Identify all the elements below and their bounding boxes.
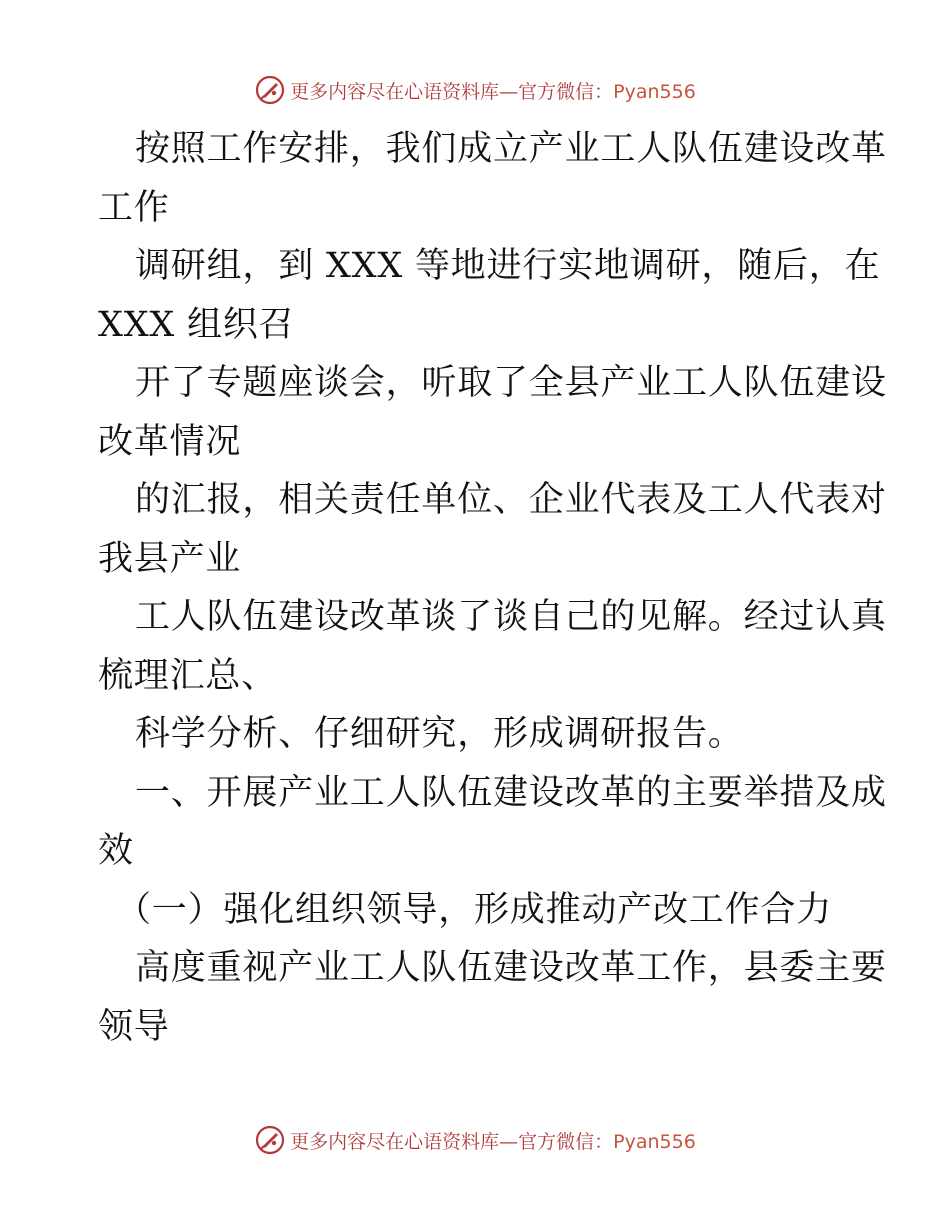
watermark-footer [0,1120,950,1160]
paragraph-line: 高度重视产业工人队伍建设改革工作，县委主要 [135,948,887,988]
watermark-wechat-id: Pyan556 [613,80,696,103]
paragraph-line: 工作 [98,187,170,228]
paragraph-line: 开了专题座谈会，听取了全县产业工人队伍建设 [135,363,887,403]
paragraph-line: 的汇报，相关责任单位、企业代表及工人代表对 [135,480,887,520]
paragraph-line: 工人队伍建设改革谈了谈自己的见解。经过认真 [135,597,887,637]
watermark-wechat-id: Pyan556 [613,1130,696,1153]
section-heading: 一、开展产业工人队伍建设改革的主要举措及成 [135,772,887,813]
paragraph-line: 按照工作安排，我们成立产业工人队伍建设改革 [135,129,887,169]
paragraph-line: 领导 [98,1006,170,1047]
watermark-text [290,1127,696,1154]
watermark-text-main: 更多内容尽在心语资料库—官方微信： [290,80,614,103]
quill-seal-icon [254,74,286,106]
watermark-text-main: 更多内容尽在心语资料库—官方微信： [290,1130,614,1153]
paragraph-line: 梳理汇总、 [98,655,278,696]
watermark-header [0,70,950,110]
subsection-heading: （一）强化组织领导，形成推动产改工作合力 [116,889,833,930]
paragraph-line: 改革情况 [98,421,242,462]
paragraph-line: 调研组，到 XXX 等地进行实地调研，随后，在 [135,246,881,286]
quill-seal-icon [254,1124,286,1156]
section-heading-continuation: 效 [98,831,134,871]
paragraph-line: 科学分析、仔细研究，形成调研报告。 [135,714,744,754]
watermark-text [290,77,696,104]
document-body [98,120,887,1056]
paragraph-line: 我县产业 [98,538,242,579]
paragraph-line: XXX 组织召 [98,304,295,345]
